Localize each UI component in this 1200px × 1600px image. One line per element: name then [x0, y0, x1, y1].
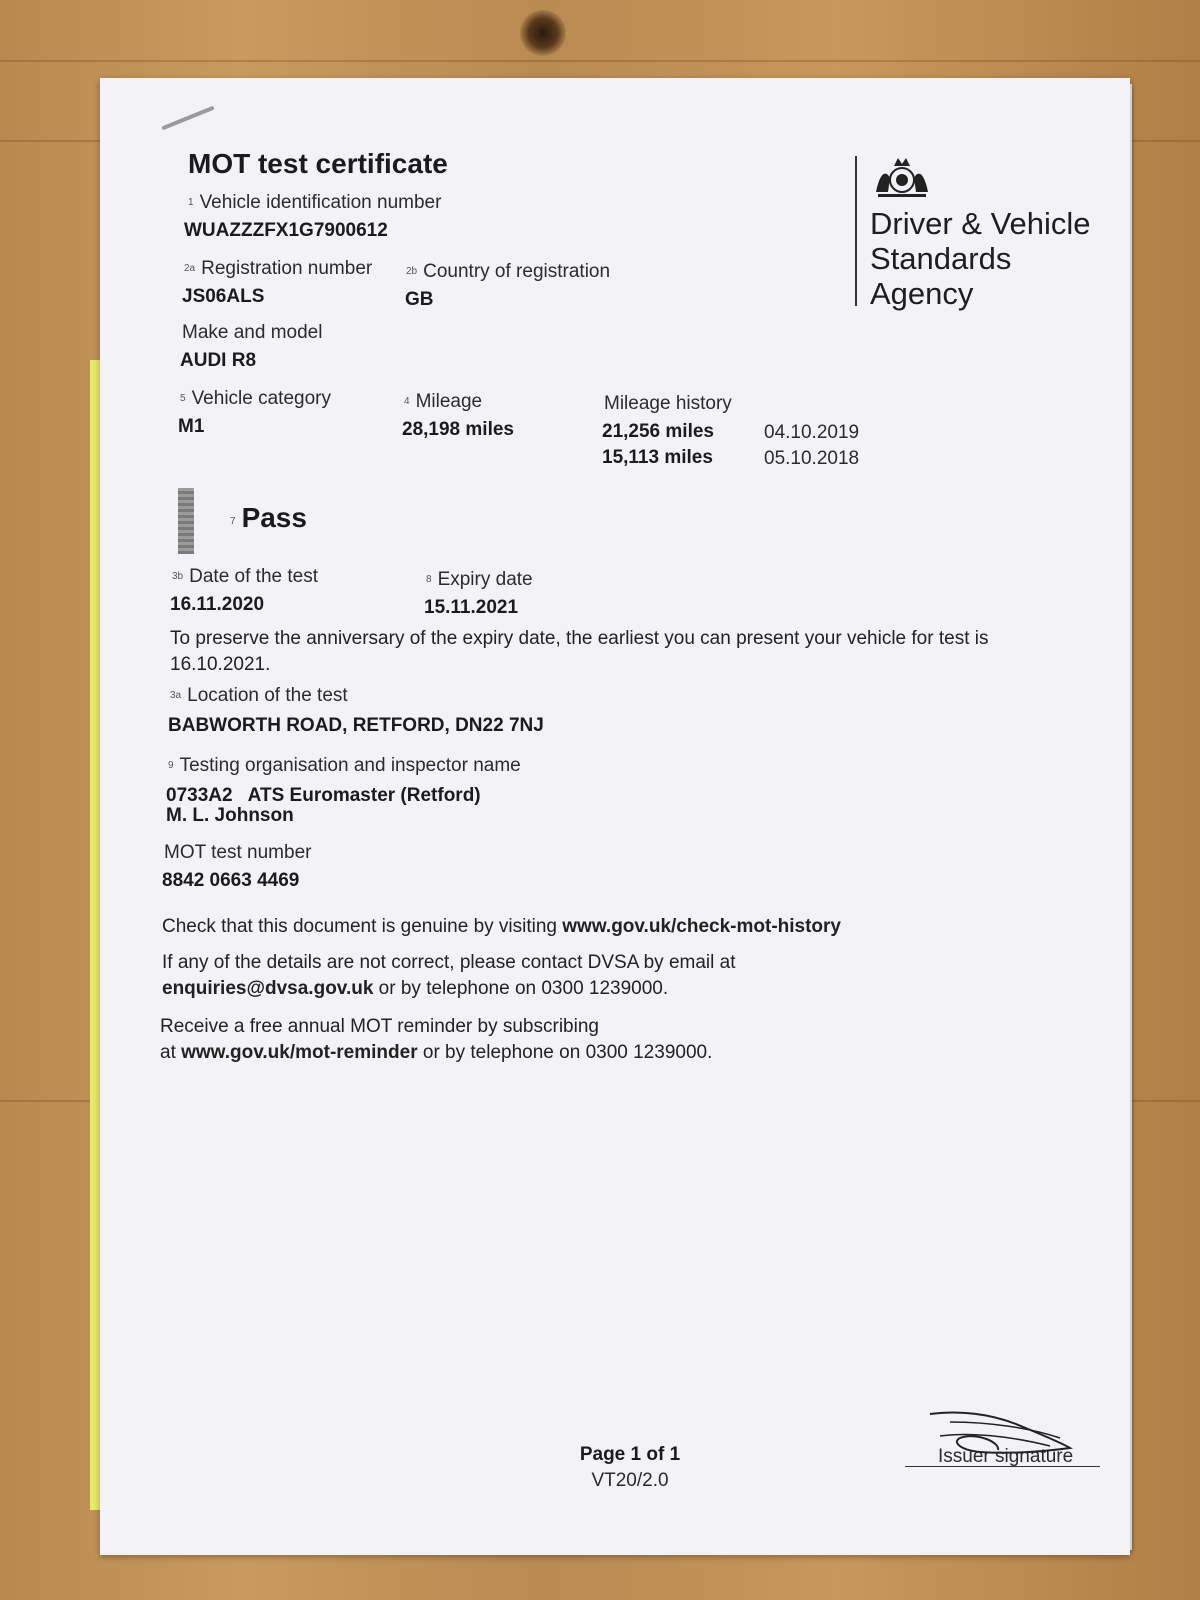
- wood-grain: [0, 60, 1200, 62]
- organisation-label-text: Testing organisation and inspector name: [179, 755, 521, 776]
- result-marker: [178, 488, 194, 554]
- field-number: 2a: [184, 263, 196, 274]
- inspector-name: M. L. Johnson: [166, 805, 294, 826]
- form-code: VT20/2.0: [591, 1470, 669, 1491]
- anniversary-line-1: To preserve the anniversary of the expiry date, the earliest you can present your vehicle for test is: [170, 628, 989, 649]
- agency-line-1: Driver & Vehicle: [870, 206, 1091, 241]
- category-label-text: Vehicle category: [191, 388, 331, 409]
- test-date-value: 16.11.2020: [170, 594, 265, 615]
- anniversary-note: [170, 626, 1070, 678]
- field-number: 5: [180, 393, 186, 404]
- country-label-text: Country of registration: [423, 261, 611, 282]
- history-miles-1: 21,256 miles: [602, 421, 714, 442]
- contact-line-1: If any of the details are not correct, please contact DVSA by email at: [162, 952, 736, 973]
- mileage-history-label: Mileage history: [604, 393, 732, 414]
- check-text: Check that this document is genuine by visiting: [162, 916, 563, 937]
- make-model-value: AUDI R8: [180, 350, 257, 371]
- field-number: 1: [188, 197, 194, 208]
- location-label-text: Location of the test: [187, 685, 348, 706]
- registration-label: [184, 258, 372, 280]
- expiry-label: [426, 569, 533, 591]
- check-genuine: [162, 914, 841, 940]
- vin-label-text: Vehicle identification number: [199, 192, 442, 213]
- dvsa-email-link[interactable]: enquiries@dvsa.gov.uk: [162, 978, 374, 999]
- agency-line-2: Standards: [870, 241, 1012, 276]
- registration-value: JS06ALS: [182, 286, 265, 307]
- page-number: Page 1 of 1: [579, 1444, 681, 1465]
- anniversary-line-2: 16.10.2021.: [170, 654, 271, 675]
- contact-line-2: or by telephone on 0300 1239000.: [373, 978, 669, 999]
- expiry-label-text: Expiry date: [437, 569, 533, 590]
- reminder-info: [160, 1014, 712, 1066]
- category-value: M1: [178, 416, 205, 437]
- page-footer: [540, 1444, 720, 1492]
- field-number: 8: [426, 574, 432, 585]
- mileage-value: 28,198 miles: [402, 419, 514, 440]
- field-number: 9: [168, 760, 174, 771]
- reminder-line-1: Receive a free annual MOT reminder by subscribing: [160, 1016, 599, 1037]
- mileage-label: [404, 391, 482, 413]
- certificate-title: MOT test certificate: [188, 148, 448, 179]
- test-result: [230, 502, 307, 534]
- field-number: 4: [404, 396, 410, 407]
- make-model-label: Make and model: [182, 322, 323, 343]
- mot-certificate: [100, 78, 1130, 1555]
- mot-reminder-link[interactable]: www.gov.uk/mot-reminder: [181, 1042, 418, 1063]
- country-value: GB: [405, 289, 434, 310]
- country-label: [406, 261, 610, 283]
- category-label: [180, 388, 331, 410]
- issuer-signature-label: Issuer signature: [938, 1446, 1074, 1467]
- location-value: BABWORTH ROAD, RETFORD, DN22 7NJ: [168, 715, 544, 736]
- history-date-2: 05.10.2018: [764, 448, 860, 469]
- history-miles-2: 15,113 miles: [602, 447, 713, 468]
- field-number: 3a: [170, 690, 182, 701]
- reminder-prefix: at: [160, 1042, 182, 1063]
- result-value: Pass: [241, 502, 307, 533]
- vin-label: [188, 192, 441, 214]
- test-date-label: [172, 566, 318, 588]
- test-number-label: MOT test number: [164, 842, 312, 863]
- location-label: [170, 685, 348, 707]
- check-mot-history-link[interactable]: www.gov.uk/check-mot-history: [562, 916, 841, 937]
- field-number: 7: [230, 516, 236, 527]
- agency-name: [870, 206, 1091, 311]
- wood-knot: [520, 10, 566, 56]
- staple: [161, 106, 214, 131]
- test-number-value: 8842 0663 4469: [162, 870, 300, 891]
- registration-label-text: Registration number: [201, 258, 373, 279]
- history-date-1: 04.10.2019: [764, 422, 860, 443]
- agency-line-3: Agency: [870, 276, 974, 311]
- organisation-label: [168, 755, 521, 777]
- royal-crest-icon: [870, 152, 934, 204]
- expiry-value: 15.11.2021: [424, 597, 519, 618]
- test-date-label-text: Date of the test: [189, 566, 318, 587]
- mileage-label-text: Mileage: [415, 391, 483, 412]
- field-number: 2b: [406, 266, 418, 277]
- vin-value: WUAZZZFX1G7900612: [184, 220, 388, 241]
- contact-info: [162, 950, 735, 1002]
- field-number: 3b: [172, 571, 184, 582]
- reminder-rest: or by telephone on 0300 1239000.: [417, 1042, 713, 1063]
- logo-divider: [855, 156, 857, 306]
- organisation-line-1: 0733A2 ATS Euromaster (Retford): [166, 785, 481, 806]
